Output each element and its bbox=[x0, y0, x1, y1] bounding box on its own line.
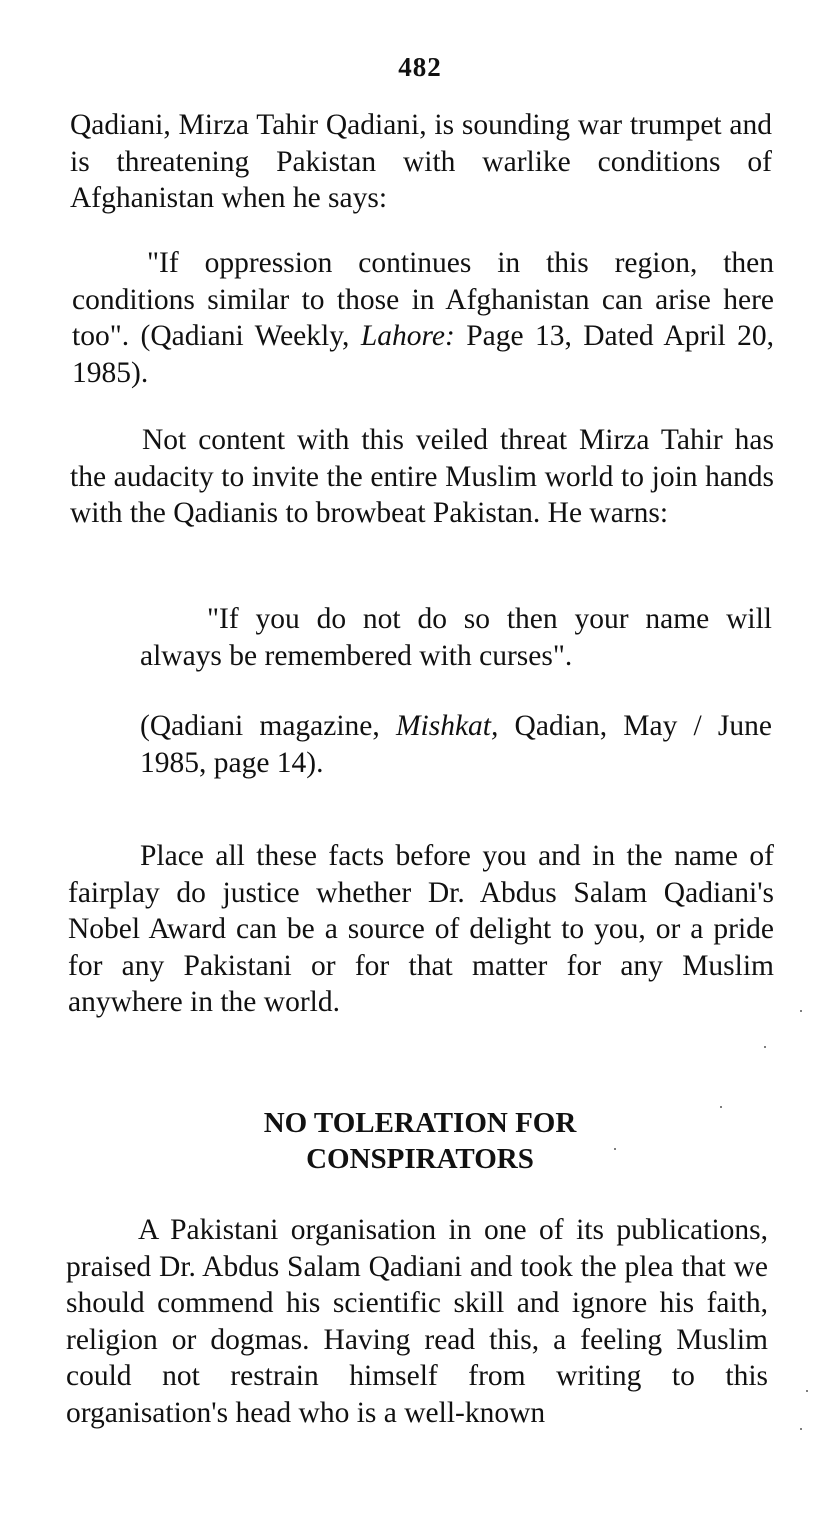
scan-speck bbox=[806, 1390, 808, 1392]
scan-speck bbox=[720, 1106, 722, 1108]
citation-mishkat bbox=[140, 708, 772, 781]
paragraph-intro: Qadiani, Mirza Tahir Qadiani, is sounding war trumpet and is threatening Pakistan with warlike conditions of Afghanistan when he says: bbox=[70, 109, 772, 214]
page-number: 482 bbox=[398, 52, 442, 82]
scan-speck bbox=[800, 1010, 802, 1012]
paragraph-pakistani-organisation: A Pakistani organisation in one of its publications, praised Dr. Abdus Salam Qadiani and took the plea that we should commend his scientific skill and ignore his faith, religion or dogmas. Having read this, a feeling Muslim could not restrain himself from writing to this organisation's head who is a well-known bbox=[66, 1214, 768, 1429]
citation-mishkat-suffix: Qadian, May / June 1985, page 14). bbox=[140, 710, 772, 779]
paragraph-veiled-threat: Not content with this veiled threat Mirza Tahir has the audacity to invite the entire Muslim world to join hands with the Qadianis to browbeat Pakistan. He warns: bbox=[70, 424, 774, 529]
quote-afghanistan-citation: Page 13, Dated April 20, 1985). bbox=[72, 320, 774, 389]
quote-afghanistan-source-italic: Lahore: bbox=[360, 320, 455, 352]
paragraph-nobel-award: Place all these facts before you and in the name of fairplay do justice whether Dr. Abdus Salam Qadiani's Nobel Award can be a source of delight to you, or a pride for any Pakistani or for that matter for any Muslim anywhere in the world. bbox=[68, 840, 774, 1018]
scan-speck bbox=[800, 1428, 802, 1430]
quote-curses: "If you do not do so then your name will always be remembered with curses". bbox=[140, 603, 772, 672]
quote-afghanistan bbox=[72, 245, 774, 391]
scan-speck bbox=[764, 1046, 766, 1048]
scan-speck bbox=[614, 1148, 616, 1150]
section-heading bbox=[0, 1105, 840, 1177]
citation-mishkat-prefix: (Qadiani magazine, bbox=[140, 710, 396, 742]
section-heading-line-2: CONSPIRATORS bbox=[306, 1143, 534, 1175]
quote-afghanistan-text: "If oppression continues in this region, then conditions similar to those in Afghanistan can arise here too". (Qadiani Weekly, bbox=[72, 247, 774, 352]
citation-mishkat-italic: Mishkat, bbox=[395, 710, 499, 742]
section-heading-line-1: NO TOLERATION FOR bbox=[263, 1107, 577, 1139]
